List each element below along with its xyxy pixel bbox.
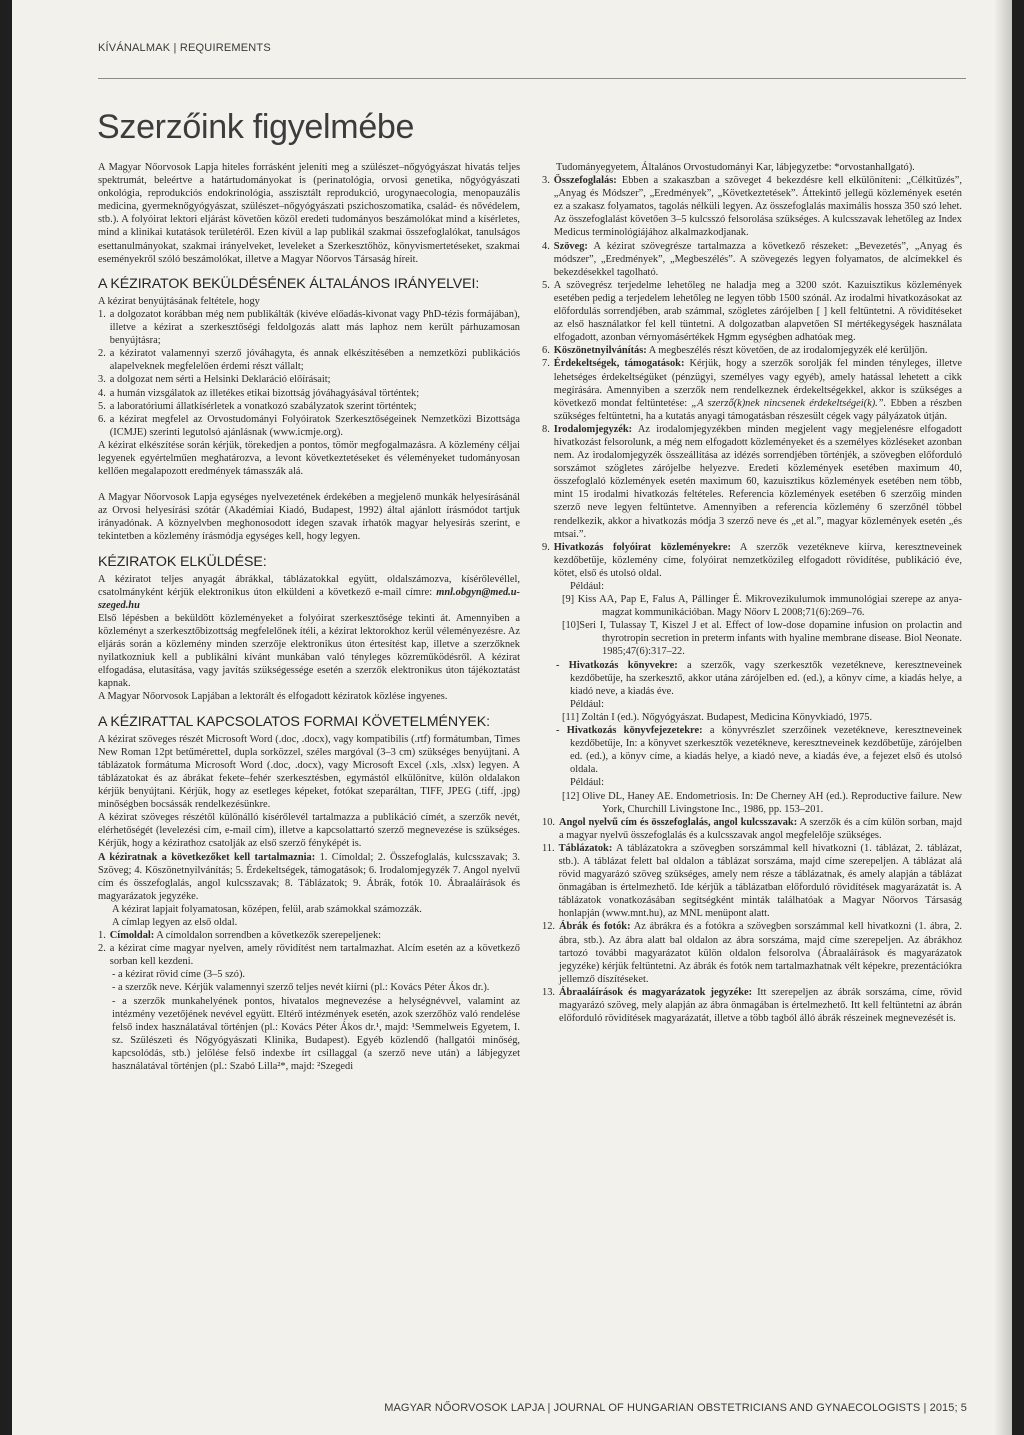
language-paragraph: A Magyar Nőorvosok Lapja egységes nyelvezetének érdekében a megjelenő munkák helyesírásánál az Orvosi helyesírási szótár (Akadémiai Kiadó, Budapest, 1992) által ajánlott írásmódot tartjuk irányadónak. A köznyelvben meghonosodott idegen szavak írhatók magyar helyesírás szerint, e tekintetben a közlemény írásmódja egységes kell, hogy legyen. (98, 492, 520, 543)
list-item: 3. a dolgozat nem sérti a Helsinki Deklaráció előírásait; (98, 374, 331, 386)
left-column (98, 161, 520, 1073)
sub-item: - a kézirat rövid címe (3–5 szó). (112, 969, 246, 981)
section-label: KÍVÁNALMAK | REQUIREMENTS (98, 42, 271, 54)
list-item: 2. a kézirat címe magyar nyelven, amely rövidítést nem tartalmazhat. Alcím esetén az a következő sorban kell kezdeni. (98, 943, 520, 968)
list-item: 11. Táblázatok: A táblázatokra a szövegben sorszámmal kell hivatkozni (1. táblázat, 2. táblázat, stb.). A táblázat felett bal oldalon a táblázat sorszáma, majd címe szerepeljen. A táblázat alá rövid magyarázó szöveg szükséges, amely nem része a táblázatnak, és amely alapján a táblázat önmagában is értelmezhető. Ide kérjük a táblázatban előforduló rövidítések magyarázatát is. A táblázatok vonatkozásában segítségként minták találhatóak a Magyar Nőorvos Társaság honlapján (www.mnt.hu), az MNL menüpont alatt. (542, 842, 962, 920)
heading-submission: KÉZIRATOK ELKÜLDÉSE: (98, 553, 267, 570)
contents-paragraph: A kéziratnak a következőket kell tartalmaznia: 1. Címoldal; 2. Összefoglalás, kulcsszavak; 3. Szöveg; 4. Köszönetnyilvánítás; 5. Érdekeltségek, támogatások; 6. Irodalomjegyzék 7. Angol nyelvű cím és összefoglalás, angol kulcsszavak; 8. Táblázatok; 9. Ábrák, fotók 10. Ábraaláírások és magyarázatok jegyzéke. (98, 851, 520, 902)
chapter-reference-rule: - Hivatkozás könyvfejezetekre: a könyvrészlet szerzőinek vezetékneve, keresztneveinek kezdőbetűje, In: a könyvet szerkesztők vezetékneve, keresztneveinek kezdőbetűje, zárójelben ed. (ed.), a könyv címe, a kiadás helye, a kiadó neve, a kiadás éve, a fejezet első és utolsó oldala. (556, 725, 962, 776)
continued-text: Tudományegyetem, Általános Orvostudományi Kar, lábjegyzetbe: *orvostanhallgató). (556, 162, 915, 173)
page-title: Szerzőink figyelmébe (97, 108, 415, 146)
list-item: 6. a kézirat megfelel az Orvostudományi Folyóiratok Szerkesztőségeinek Nemzetközi Bizottsága (ICMJE) szerinti legutolsó ajánlásnak (www.icmje.org). (98, 413, 520, 438)
list-item: 3. Összefoglalás: Ebben a szakaszban a szöveget 4 bekezdésre kell elkülöníteni: „Célkitűzés”, „Anyag és Módszer”, „Eredmények”, „Következtetések”. Áttekintő jellegű közlemények esetén ez a szakasz folyamatos, tagolás nélküli legyen. Az összefoglalás maximális hossza 350 szó lehet. Az összefoglalást követően 3–5 kulcsszó felsorolása szükséges. A kulcsszavak lehetőleg az Index Medicus terminológiájához alkalmazkodjanak. (542, 175, 962, 239)
list-item: 6. Köszönetnyilvánítás: A megbeszélés részt követően, de az irodalomjegyzék elé kerüljön. (542, 345, 928, 357)
list-item: 4. a humán vizsgálatok az illetékes etikai bizottság jóváhagyásával történtek; (98, 387, 420, 399)
submission-email[interactable]: mnl.obgyn@med.u-szeged.hu (98, 586, 520, 611)
right-column (542, 161, 962, 1025)
list-item: 8. Irodalomjegyzék: Az irodalomjegyzékben minden megjelent vagy megjelenésre elfogadott hivatkozást felsorolunk, a még nem elfogadott közleményeket és a személyes közléseket azonban nem. Az irodalomjegyzék összeállítása az idézés sorrendjében történjék, a szövegben előforduló sorszámot szögletes zárójelbe helyezve. Eredeti közlemények esetében maximum 40, összefoglaló közlemények esetén maximum 60, kazuisztikus közlemények esetében nem több, mint 15 irodalmi hivatkozás feltételes. Referencia közlemények esetében 6 szerzőig minden szerző neve legyen feltüntetve. Amennyiben a referencia közlemény 6 szerzőnél többel rendelkezik, akkor a hivatkozás módja 3 szerző neve és „et al.”, magyar közlemények esetén „és mtsai.”. (542, 423, 962, 540)
list-item: 13. Ábraaláírások és magyarázatok jegyzéke: Itt szerepeljen az ábrák sorszáma, címe, rövid magyarázó szöveg, mely alapján az ábra önmagában is értelmezhető. Itt kell feltüntetni az ábrán előforduló rövidítések magyarázatát, illetve a több tagból álló ábrák részeinek megnevezését is. (542, 986, 962, 1025)
list-item: 5. A szövegrész terjedelme lehetőleg ne haladja meg a 3200 szót. Kazuisztikus közlemények esetében pedig a terjedelem lehetőleg ne legyen több 1500 szónál. Az irodalmi hivatkozásokat az előfordulás sorrendjében, arab számmal, szögletes zárójelben [ ] kell feltüntetni. A rövidítéseket az első használatkor fel kell tüntetni. A dolgozatban alapvetően SI mértékegységek használata elfogadott, azonban vérnyomásértékek Hgmm egységben adhatóak meg. (542, 279, 962, 344)
heading-formal-requirements: A KÉZIRATTAL KAPCSOLATOS FORMAI KÖVETELMÉNYEK: (98, 713, 490, 730)
title-page-paragraph: A címlap legyen az első oldal. (112, 916, 238, 928)
page-footer: MAGYAR NŐORVOSOK LAPJA | JOURNAL OF HUNGARIAN OBSTETRICIANS AND GYNAECOLOGISTS | 2015; 5 (384, 1402, 967, 1414)
heading-general-guidelines: A KÉZIRATOK BEKÜLDÉSÉNEK ÁLTALÁNOS IRÁNYELVEI: (98, 275, 480, 292)
example-label: Például: (570, 777, 605, 789)
list-item: 5. a laboratóriumi állatkísérletek a vonatkozó szabályzatok szerint történtek; (98, 400, 417, 412)
conditions-intro: A kézirat benyújtásának feltétele, hogy (98, 295, 260, 307)
sub-item: - a szerzők munkahelyének pontos, hivatalos megnevezése a helységnévvel, valamint az intézmény vezetőjének nevével együtt. Eltérő intézmények esetén, azok szerzőhöz való rendelése felső index használatával történjen (pl.: Kovács Péter Ákos dr.¹, majd: ¹Semmelweis Egyetem, I. sz. Szülészeti és Nőgyógyászati Klinika, Budapest). Egyéb közlendő (hallgatói minőség, kapcsolódás, stb.) jelölése felső indexbe írt csillaggal (a szerző neve után) a lábjegyzet használatával történjen (pl.: Szabó Lilla²*, majd: ²Szegedi (112, 995, 520, 1072)
list-item: 1. a dolgozatot korábban még nem publikálták (kivéve előadás-kivonat vagy PhD-tézis formájában), illetve a kézirat a szerkesztőségi feldolgozás alatt más laphoz nem került párhuzamosan benyújtásra; (98, 308, 520, 347)
review-paragraph: Első lépésben a beküldött közleményeket a folyóirat szerkesztősége tekinti át. Amennyiben a közleményt a szerkesztőbizottság megfelelőnek ítéli, a kézirat lektorokhoz kerül véleményezésre. Az eljárás során a közlemény minden szerzője elektronikus úton értesítést kap, illetve a szerzőknek nyilatkozniuk kell a publikálni kívánt munkában való tényleges közreműködésről. A kézirat elfogadása, elutasítása, vagy javítás szükségessége esetén a szerzők elektronikus úton tájékoztatást kapnak. (98, 612, 520, 690)
reference-item: [12] Olive DL, Haney AE. Endometriosis. In: De Cherney AH (ed.). Reproductive failure. New York, Churchill Livingstone Inc., 1986, pp. 153–201. (562, 790, 962, 815)
example-label: Például: (570, 581, 605, 592)
book-reference-rule: - Hivatkozás könyvekre: a szerzők, vagy szerkesztők vezetékneve, keresztneveinek kezdőbetűje, ha szerkesztő, akkor utána zárójelben ed. (ed.), a könyv címe, a kiadás helye, a kiadó neve, a kiadás éve. (556, 659, 962, 697)
numbering-paragraph: A kézirat lapjait folyamatosan, középen, felül, arab számokkal számozzák. (112, 903, 422, 915)
list-item: 2. a kéziratot valamennyi szerző jóváhagyta, és annak elkészítésében a nemzetközi publikációs alapelveknek megfelelően érdemi részt vállalt; (98, 348, 520, 373)
reference-item: [9] Kiss AA, Pap E, Falus A, Pállinger É. Mikrovezikulumok immunológiai szerepe az anya-magzat kommunikációban. Magy Nőorv L 2008;71(6):269–76. (562, 594, 962, 619)
list-item: 7. Érdekeltségek, támogatások: Kérjük, hogy a szerzők sorolják fel minden tényleges, illetve lehetséges érdekeltségüket (pénzügyi, személyes vagy egyéb), amely hatással lehetett a cikk megírására. Amennyiben a szerzők nem rendelkeznek érdekeltségekkel, akkor is szükséges a következő mondat feltüntetése: „A szerző(k)nek nincsenek érdekeltségei(k).”. Ebben a részben szükséges feltüntetni, ha a kutatás anyagi támogatásban részesült cégek vagy pályázatok útján. (542, 358, 962, 422)
header-rule (98, 78, 966, 79)
reference-item: [10]Seri I, Tulassay T, Kiszel J et al. Effect of low-dose dopamine infusion on prolactin and thyrotropin secretion in preterm infants with hyaline membrane disease. Biol Neonate. 1985;47(6):317–22. (562, 620, 962, 658)
reference-item: [11] Zoltán I (ed.). Nőgyógyászat. Budapest, Medicina Könyvkiadó, 1975. (562, 711, 873, 723)
example-label: Például: (570, 698, 605, 710)
list-item: 4. Szöveg: A kézirat szövegrésze tartalmazza a következő részeket: „Bevezetés”, „Anyag és módszer”, „Eredmények”, „Megbeszélés”. A szövegezés legyen folyamatos, de alcímekkel és bekezdésekkel tagolható. (542, 240, 963, 278)
cover-letter-paragraph: A kézirat szöveges részétől különálló kísérőlevél tartalmazza a publikáció címét, a szerzők nevét, elérhetőségét (levelezési cím, e-mail cím), illetve a kapcsolattartó szerző megnevezése is szükséges. Kérjük, hogy a kézirathoz csatolják az első szerző fényképét is. (98, 812, 520, 850)
list-item: 9. Hivatkozás folyóirat közleményekre: A szerzők vezetékneve kiírva, keresztneveinek kezdőbetűje, közlemény címe, folyóirat nemzetközileg elfogadott rövidítése, publikáció éve, kötet, első és utolsó oldal. (542, 541, 962, 579)
sub-item: - a szerzők neve. Kérjük valamennyi szerző teljes nevét kiírni (pl.: Kovács Péter Ákos dr.). (112, 982, 490, 994)
style-paragraph: A kézirat elkészítése során kérjük, törekedjen a pontos, tömör megfogalmazásra. A közlemény céljai legyenek egyértelműen meghatározva, a levont következtetéseket és véleményeket tudományosan kellően megalapozott eredmények támasszák alá. (98, 439, 520, 478)
list-item: 10. Angol nyelvű cím és összefoglalás, angol kulcsszavak: A szerzők és a cím külön sorban, majd a magyar nyelvű összefoglalás és a kulcsszavak angol megfelelője szükséges. (542, 816, 962, 841)
submission-paragraph: A kéziratot teljes anyagát ábrákkal, táblázatokkal együtt, oldalszámozva, kísérőlevéllel, csatolmányként kérjük elektronikus úton elküldeni a következő e-mail címre: mnl.obgyn@med.u-szeged.hu (98, 573, 520, 611)
journal-page (12, 0, 1012, 1435)
free-publication-paragraph: A Magyar Nőorvosok Lapjában a lektorált és elfogadott kéziratok közlése ingyenes. (98, 691, 448, 703)
list-item: 1. Címoldal: A címoldalon sorrendben a következők szerepeljenek: (98, 930, 382, 942)
list-item: 12. Ábrák és fotók: Az ábrákra és a fotókra a szövegben sorszámmal kell hivatkozni (1. ábra, 2. ábra, stb.). Az ábra alatt bal oldalon az ábra sorszáma, majd címe szerepeljen. Az ábrákhoz tartozó további magyarázatot külön oldalon felsorolva (Ábraaláírások és magyarázatok jegyzéke) kérjük feltüntetni. Az ábrák és fotók nem tartalmazhatnak vélt képekre, prezentációkra jellemző díszítéseket. (542, 921, 962, 985)
intro-paragraph: A Magyar Nőorvosok Lapja hiteles forrásként jeleníti meg a szülészet–nőgyógyászat hivatás teljes spektrumát, beleértve a határtudományokat is (perinatológia, orvosi genetika, nőgyógyászati onkológia, reprodukciós endokrinológia, asszisztált reprodukció, urogynaecologia, menopauzális medicina, gyermeknőgyógyászat, szülészet–nőgyógyászati pszichoszomatika, család- és nővédelem, stb.). A folyóirat lektori eljárást követően közöl eredeti tudományos beszámolókat mind a kísérletes, mind a klinikai kutatások területéről. Ezen kívül a lap publikál szakmai összefoglalókat, tanulságos esettanulmányokat, szakmai irányelveket, leveleket a Szerkesztőhöz, könyvismertetéseket, szakmai eseményekről szóló beszámolókat, illetve a Magyar Nőorvos Társaság híreit. (98, 162, 520, 265)
format-paragraph: A kézirat szöveges részét Microsoft Word (.doc, .docx), vagy kompatibilis (.rtf) formátumban, Times New Roman 12pt betűméretteI, dupla sorközzel, széles margóval (3–3 cm) szükséges benyújtani. A táblázatok formátuma Microsoft Word (.doc, .docx), vagy Microsoft Excel (.xls, .xlsx) legyen. A táblázatokat és az ábrákat fekete–fehér szerkesztésben, egymástól elkülönítve, külön oldalakon kérjük benyújtani. Kérjük, hogy az esetleges képeket, fotókat szeparáltan, TIFF, JPEG (.tiff, .jpg) minőségben bocsássák rendelkezésünkre. (98, 733, 520, 811)
